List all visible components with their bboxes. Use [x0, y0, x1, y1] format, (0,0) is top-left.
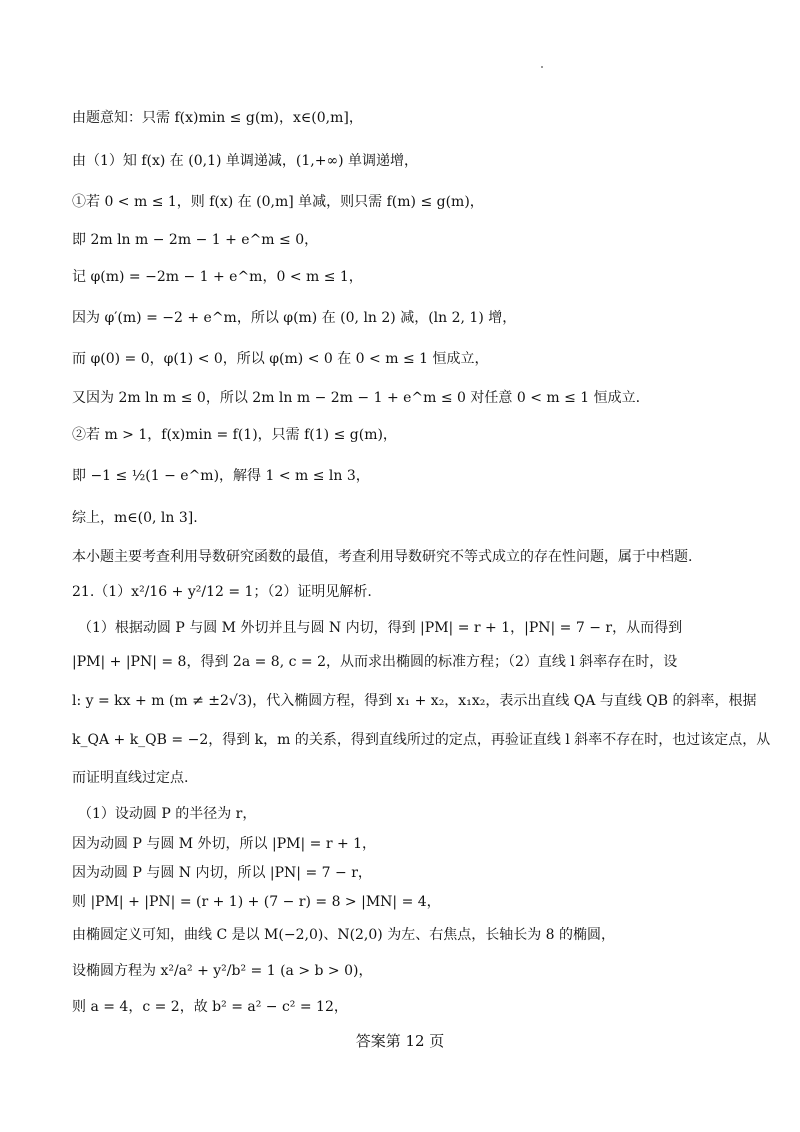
scan-speck — [541, 66, 543, 68]
text-line-4: 即 2m ln m − 2m − 1 + e^m ≤ 0， — [72, 232, 319, 248]
text-line-24: 设椭圆方程为 x²/a² + y²/b² = 1 (a > b > 0)， — [72, 963, 373, 979]
text-line-23: 由椭圆定义可知，曲线 C 是以 M(−2,0)、N(2,0) 为左、右焦点，长轴长为 8 的椭圆， — [72, 927, 616, 943]
text-line-2: 由（1）知 f(x) 在 (0,1) 单调递减，(1,+∞) 单调递增， — [72, 153, 419, 169]
text-line-7: 而 φ(0) = 0，φ(1) < 0，所以 φ(m) < 0 在 0 < m ≤ 1 恒成立， — [72, 351, 489, 367]
text-line-19: （1）设动圆 P 的半径为 r， — [78, 806, 257, 822]
text-line-1: 由题意知：只需 f(x)min ≤ g(m)，x∈(0,m]， — [72, 110, 363, 126]
text-line-18: 而证明直线过定点. — [72, 770, 189, 786]
text-line-21: 因为动圆 P 与圆 N 内切，所以 |PN| = 7 − r， — [72, 865, 372, 881]
text-line-6: 因为 φ′(m) = −2 + e^m，所以 φ(m) 在 (0, ln 2) 减，(ln 2, 1) 增， — [72, 310, 517, 326]
text-line-10: 即 −1 ≤ ½(1 − e^m)，解得 1 < m ≤ ln 3， — [72, 468, 370, 484]
text-line-12: 本小题主要考查利用导数研究函数的最值，考查利用导数研究不等式成立的存在性问题，属于中档题. — [72, 549, 693, 565]
text-line-22: 则 |PM| + |PN| = (r + 1) + (7 − r) = 8 > |MN| = 4， — [72, 894, 441, 910]
answer-21-heading: 21.（1）x²/16 + y²/12 = 1；（2）证明见解析. — [72, 584, 372, 600]
text-line-5: 记 φ(m) = −2m − 1 + e^m，0 < m ≤ 1， — [72, 269, 363, 285]
text-line-11: 综上，m∈(0, ln 3]. — [72, 510, 198, 526]
text-line-9: ②若 m > 1，f(x)min = f(1)，只需 f(1) ≤ g(m)， — [72, 427, 397, 443]
text-line-3: ①若 0 < m ≤ 1，则 f(x) 在 (0,m] 单减，则只需 f(m) ≤ g(m)， — [72, 194, 484, 210]
page-footer: 答案第 12 页 — [355, 1032, 445, 1050]
text-line-16: l: y = kx + m (m ≠ ±2√3)，代入椭圆方程，得到 x₁ + x₂，x₁x₂，表示出直线 QA 与直线 QB 的斜率，根据 — [72, 693, 757, 709]
text-line-14: （1）根据动圆 P 与圆 M 外切并且与圆 N 内切，得到 |PM| = r + 1，|PN| = 7 − r，从而得到 — [78, 620, 683, 636]
text-line-8: 又因为 2m ln m ≤ 0，所以 2m ln m − 2m − 1 + e^m ≤ 0 对任意 0 < m ≤ 1 恒成立. — [72, 390, 641, 406]
text-line-25: 则 a = 4，c = 2，故 b² = a² − c² = 12， — [72, 999, 348, 1015]
text-line-20: 因为动圆 P 与圆 M 外切，所以 |PM| = r + 1， — [72, 836, 377, 852]
text-line-15: |PM| + |PN| = 8，得到 2a = 8, c = 2，从而求出椭圆的标准方程；（2）直线 l 斜率存在时，设 — [72, 654, 678, 670]
text-line-17: k_QA + k_QB = −2，得到 k，m 的关系，得到直线所过的定点，再验证直线 l 斜率不存在时，也过该定点，从 — [72, 732, 771, 748]
